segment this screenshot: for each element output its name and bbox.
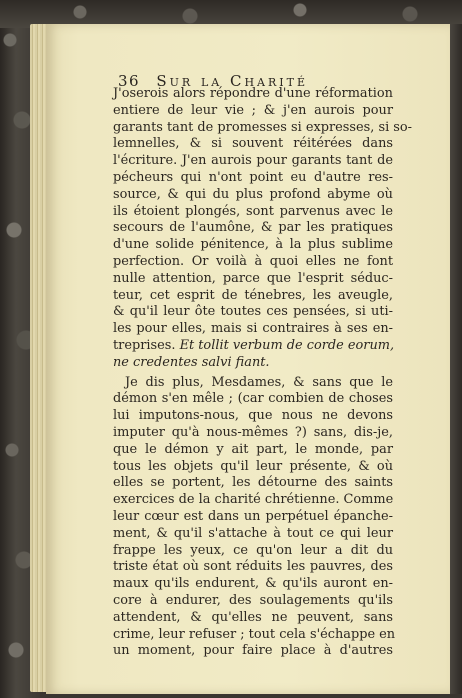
text-line: J'oserois alors répondre d'une réformation xyxy=(113,86,393,101)
text-line: imputer qu'à nous-mêmes ?) sans, dis-je, xyxy=(113,424,393,440)
latin-quote-end: ne credentes salvi fiant. xyxy=(113,354,270,370)
text-line: exercices de la charité chrétienne. Comme xyxy=(113,492,394,508)
text-line: que le démon y ait part, le monde, par xyxy=(113,441,393,457)
text-line: démon s'en mêle ; (car combien de choses xyxy=(113,391,393,407)
text-line: triste état où sont réduits les pauvres, des xyxy=(113,559,393,575)
text-line: attendent, & qu'elles ne peuvent, sans xyxy=(113,609,393,625)
text-line: secours de l'aumône, & par les pratiques xyxy=(113,220,393,236)
page-body xyxy=(113,86,413,660)
text-line: les pour elles, mais si contraires à ses en- xyxy=(113,321,393,337)
latin-quote: Et tollit verbum de corde eorum, xyxy=(175,337,395,353)
text-line: d'une solide pénitence, à la plus sublime xyxy=(113,237,393,253)
text-line: perfection. Or voilà à quoi elles ne font xyxy=(113,253,393,269)
text-line: leur cœur est dans un perpétuel épanche- xyxy=(113,508,393,524)
text-line: lemnelles, & si souvent réitérées dans xyxy=(113,136,393,152)
text-line: un moment, pour faire place à d'autres xyxy=(113,643,393,659)
text-line: tous les objets qu'il leur présente, & où xyxy=(113,458,393,474)
roman-text: treprises. xyxy=(113,337,176,353)
text-line: ment, & qu'il s'attache à tout ce qui leur xyxy=(113,525,393,541)
page-number: 36 xyxy=(118,72,141,90)
text-line: nulle attention, parce que l'esprit séduc- xyxy=(113,270,393,286)
book-right-edge xyxy=(450,24,462,694)
text-line: garants tant de promesses si expresses, si so- xyxy=(113,119,413,135)
text-line: elles se portent, les détourne des saints xyxy=(113,475,393,491)
text-line: frappe les yeux, ce qu'on leur a dit du xyxy=(113,542,393,558)
text-line: l'écriture. J'en aurois pour garants tant de xyxy=(113,153,393,169)
text-line: & qu'il leur ôte toutes ces pensées, si uti- xyxy=(113,304,393,320)
text-line-mixed xyxy=(113,338,393,355)
text-line: source, & qui du plus profond abyme où xyxy=(113,186,393,202)
paragraph-1 xyxy=(113,86,413,372)
paragraph-2 xyxy=(113,374,396,661)
text-line: ils étoient plongés, sont parvenus avec le xyxy=(113,203,393,219)
running-title: Sur la Charité xyxy=(156,72,308,90)
text-line: teur, cet esprit de ténebres, les aveugle, xyxy=(113,287,393,303)
text-line: pécheurs qui n'ont point eu d'autre res- xyxy=(113,169,393,185)
text-line: Je dis plus, Mesdames, & sans que le xyxy=(125,374,393,390)
text-line: crime, leur refuser ; tout cela s'échappe en xyxy=(113,626,396,642)
text-line: lui imputons-nous, que nous ne devons xyxy=(113,408,393,424)
text-line: core à endurer, des soulagements qu'ils xyxy=(113,592,393,608)
text-line: entiere de leur vie ; & j'en aurois pour xyxy=(113,102,393,118)
text-line: maux qu'ils endurent, & qu'ils auront en- xyxy=(113,576,393,592)
